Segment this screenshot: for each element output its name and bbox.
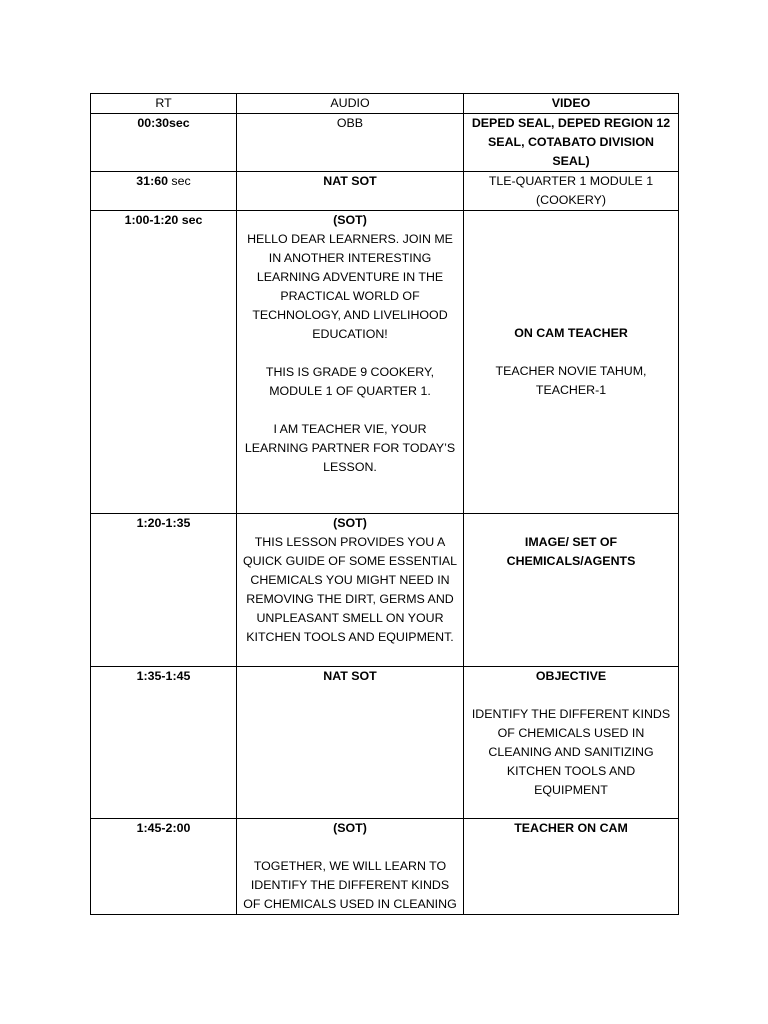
video-cell: [464, 667, 679, 819]
audio-tag: (SOT): [333, 213, 367, 227]
header-video: VIDEO: [464, 94, 679, 114]
video-text: IMAGE/ SET OF CHEMICALS/AGENTS: [506, 535, 636, 568]
audio-cell: NAT SOT: [237, 172, 464, 211]
video-cell: [464, 211, 679, 514]
table-row: [91, 172, 679, 211]
audio-paragraph: HELLO DEAR LEARNERS. JOIN ME IN ANOTHER INTERESTING LEARNING ADVENTURE IN THE PRACTICAL WORLD OF TECHNOLOGY, AND LIVELIHOOD EDUCATION!: [247, 232, 453, 341]
video-text: DEPED SEAL, DEPED REGION 12 SEAL, COTABATO DIVISION SEAL): [471, 116, 671, 168]
rt-cell: 1:00-1:20 sec: [91, 211, 237, 514]
video-cell: [464, 514, 679, 667]
audio-paragraph: I AM TEACHER VIE, YOUR LEARNING PARTNER FOR TODAY’S LESSON.: [244, 422, 456, 474]
header-rt: RT: [91, 94, 237, 114]
rt-unit: sec: [167, 174, 191, 188]
rt-time: 31:60: [136, 174, 168, 188]
table-row: [91, 114, 679, 172]
rt-cell: 1:45-2:00: [91, 819, 237, 915]
script-table: [90, 93, 679, 915]
video-cell: [464, 172, 679, 211]
rt-cell: 1:35-1:45: [91, 667, 237, 819]
audio-tag: (SOT): [333, 516, 367, 530]
audio-cell: [237, 819, 464, 915]
table-row: [91, 667, 679, 819]
audio-cell: OBB: [237, 114, 464, 172]
video-text: IDENTIFY THE DIFFERENT KINDS OF CHEMICALS USED IN CLEANING AND SANITIZING KITCHEN TOOLS AND EQUIPMENT: [471, 707, 671, 797]
audio-paragraph: TOGETHER, WE WILL LEARN TO IDENTIFY THE DIFFERENT KINDS OF CHEMICALS USED IN CLEANING: [243, 859, 457, 911]
table-row: [91, 819, 679, 915]
video-title: ON CAM TEACHER: [514, 326, 628, 340]
audio-cell: [237, 211, 464, 514]
audio-paragraph: THIS LESSON PROVIDES YOU A QUICK GUIDE OF SOME ESSENTIAL CHEMICALS YOU MIGHT NEED IN REMOVING THE DIRT, GERMS AND UNPLEASANT SMELL ON YOUR KITCHEN TOOLS AND EQUIPMENT.: [242, 535, 458, 644]
audio-paragraph: THIS IS GRADE 9 COOKERY, MODULE 1 OF QUARTER 1.: [265, 365, 435, 398]
audio-cell: [237, 514, 464, 667]
table-row: [91, 514, 679, 667]
rt-cell: 1:20-1:35: [91, 514, 237, 667]
rt-cell: 00:30sec: [91, 114, 237, 172]
audio-cell: NAT SOT: [237, 667, 464, 819]
table-row: [91, 211, 679, 514]
audio-tag: (SOT): [333, 821, 367, 835]
header-audio: AUDIO: [237, 94, 464, 114]
video-cell: TEACHER ON CAM: [464, 819, 679, 915]
video-text: TLE-QUARTER 1 MODULE 1 (COOKERY): [488, 174, 654, 207]
video-text: TEACHER NOVIE TAHUM, TEACHER-1: [495, 364, 647, 397]
rt-cell: [91, 172, 237, 211]
header-row: [91, 94, 679, 114]
video-title: OBJECTIVE: [535, 669, 607, 683]
video-cell: [464, 114, 679, 172]
